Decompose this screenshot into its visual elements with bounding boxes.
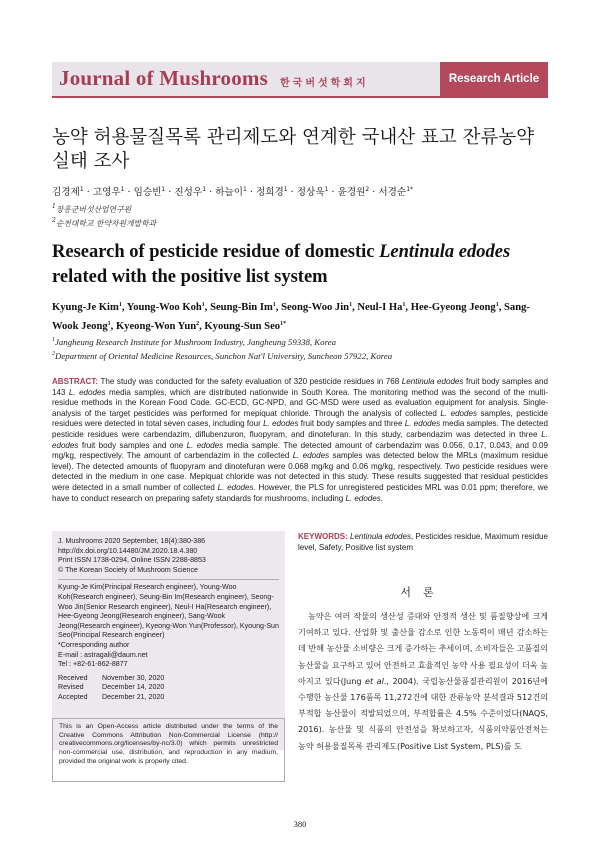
author-affiliation-mark: 1 [201,302,205,308]
author-separator: , [121,302,127,313]
author-separator: · [328,187,338,198]
affiliation-line: $^2$순천대학교 한약자원개발학과 [52,217,157,228]
corresponding-author: *Corresponding author [58,640,130,649]
author-name: 임승빈$^1$ [133,186,166,198]
article-type-badge: Research Article [440,62,548,96]
abstract: ABSTRACT: The study was conducted for the safety evaluation of 320 pesticide residues in 768 Lentinula edodes fruit body samples and 143 L. edodes media samples, which are distributed nationwide in South Korea. The monitoring method was the second of the multi-residue methods in the Korean Food Code. GC-ECD, GC-NPD, and GC-MSD were used as evaluation equipment for analysis. Single-analysis of the target pesticides was performed for mepiquat chloride. Through the analysis of collected L. edodes samples, pesticide residues were detected in total seven cases, including four L. edodes fruit body samples and three L. edodes media samples. The detected pesticide residues were carbendazim, diflubenzuron, fluopyram, and dinotefuran. In this study, carbendazim was detected in three L. edodes fruit body samples and one L. edodes media sample. The detected amount of carbendazim was 0.056, 0.17, 0.043, and 0.09 mg/kg, respectively. The amount of carbendazim in the collected L. edodes samples was detected below the MRLs (maximum residue level). The detected amounts of fluopyram and dinotefuran were 0.068 mg/kg and 0.06 mg/kg, respectively. Two pesticide residues were detected in the medium in one case. Mepiquat chloride was not detected in this study. These results suggested that residual pesticides were detected in a small number of collected L. edodes. However, the PLS for unregistered pesticides MRL was 0.01 ppm; therefore, we have to conduct research on preparing safety standards for mushrooms, including L. edodes. [52,377,548,503]
title-species-name: Lentinula edodes [379,242,511,262]
author-affiliation-mark: 1 [120,186,125,193]
author-affiliation-mark: 1 [283,186,288,193]
author-separator: · [165,187,175,198]
author-affiliation-mark: 1 [161,186,166,193]
author-affiliation-mark: 1 [118,302,122,308]
author-name: Seong-Woo Jin$^1$ [281,302,353,313]
citation: J. Mushrooms 2020 September, 18(4):380-386 [58,537,206,545]
issn: Print ISSN 1738-0294, Online ISSN 2288-8853 [58,556,206,565]
date-label: Revised [58,683,84,692]
author-name: Young-Woo Koh$^1$ [126,302,205,313]
author-name: 고영우$^1$ [92,186,125,198]
author-affiliation-mark: 2 [196,321,200,327]
date-value: November 30, 2020 [102,673,165,682]
keywords-label: KEYWORDS: [298,532,348,541]
author-name: Kyung-Je Kim$^1$ [52,302,122,313]
author-affiliation-mark: 1 [495,302,499,308]
author-separator: · [124,187,134,198]
author-name: Neul-I Ha$^1$ [357,302,406,313]
date-label: Accepted [58,692,88,701]
author-name: 서경순$^{1*}$ [378,186,414,198]
keywords: KEYWORDS: Lentinula edodes, Pesticides residue, Maximum residue level, Safety, Positive list system [298,532,548,552]
copyright: © The Korean Society of Mushroom Science [58,565,198,574]
author-separator: , [275,302,282,313]
author-affiliation-mark: 1 [324,186,329,193]
affiliation-line: $^2$Department of Oriental Medicine Resources, Sunchon Nat'l University, Suncheon 57922, Korea [52,351,393,361]
author-name: 진성우$^1$ [174,186,207,198]
affiliations-korean [52,201,156,229]
author-separator: · [83,187,93,198]
telephone: Tel : +82-61-862-8877 [58,660,128,669]
author-affiliation-mark: 1 [202,186,207,193]
doi-link[interactable]: http://dx.doi.org/10.14480/JM.2020.18.4.380 [58,546,198,555]
author-name: Seung-Bin Im$^1$ [210,302,276,313]
author-name: 윤경원$^2$ [337,186,370,198]
author-affiliation-mark: 1* [280,321,287,327]
authors-english [52,297,552,335]
affiliations-english [52,334,392,362]
author-name: Kyeong-Won Yun$^2$ [115,321,200,332]
date-row [58,693,279,703]
author-separator: , [204,302,211,313]
date-row [58,683,279,693]
abstract-label: ABSTRACT: [52,377,99,386]
author-affiliation-mark: 2 [365,186,370,193]
author-separator: , [405,302,411,313]
title-english [52,240,552,290]
author-affiliation-mark: 1 [402,302,406,308]
title-english-line-2: related with the positive list system [52,267,328,287]
author-separator: , [110,321,116,332]
author-roles: Kyung-Je Kim(Principal Research engineer), Young-Woo Koh(Research engineer), Seung-Bin Im(Research engineer), Seong-Woo Jin(Senior Research engineer), Neul-I Ha(Research engineer), Hee-Gyeong Jeong(Research engineer), Sang-Wook Jeong(Research engineer), Kyeong-Won Yun(Professor), Kyoung-Sun Seo(Principal Research engineer) [58,583,279,640]
affiliation-line: $^1$장흥군버섯산업연구원 [52,203,132,214]
title-korean [52,126,552,174]
license-box: This is an Open-Access article distributed under the terms of the Creative Commons Attribution Non-Commercial License (http:// creativecommons.org/licenses/by-nc/3.0) which permits unrestricted non-commercial use, distribution, and reproduction in any medium, provided the original work is properly cited. [52,718,285,782]
author-name: Hee-Gyeong Jeong$^1$ [410,302,499,313]
info-divider [58,579,279,580]
journal-name: Journal of Mushrooms [59,66,268,90]
date-value: December 21, 2020 [102,692,165,701]
article-dates [58,674,279,703]
email[interactable]: E-mail : astragali@daum.net [58,650,148,659]
date-value: December 14, 2020 [102,683,165,692]
author-affiliation-mark: 1 [107,321,111,327]
authors-korean [52,184,552,198]
page-number: 380 [293,819,307,829]
author-affiliation-mark: 1 [272,302,276,308]
introduction-heading: 서론 [400,586,446,599]
author-separator: · [369,187,379,198]
title-korean-line-1: 농약 허용물질목록 관리제도와 연계한 국내산 표고 잔류농약 [52,127,535,148]
author-affiliation-mark: 1 [243,186,247,193]
date-row [58,674,279,684]
author-separator: · [287,187,297,198]
author-affiliation-mark: 1 [79,186,84,193]
journal-banner [52,62,548,98]
author-name: Kyoung-Sun Seo$^{1*}$ [204,321,287,332]
author-name: Sang-Wook Jeong$^1$ [52,302,530,332]
title-english-line-1: Research of pesticide residue of domestic Lentinula edodes [52,242,511,262]
author-name: 김경제$^1$ [52,186,84,198]
author-name: 정희경$^1$ [255,186,288,198]
author-affiliation-mark: 1* [406,186,414,193]
date-label: Received [58,673,88,682]
author-separator: , [199,321,205,332]
title-korean-line-2: 실태 조사 [52,151,130,172]
author-separator: , [498,302,505,313]
affiliation-line: $^1$Jangheung Research Institute for Mushroom Industry, Jangheung 59338, Korea [52,337,336,347]
author-separator: · [246,187,256,198]
author-separator: , [352,302,358,313]
author-affiliation-mark: 1 [349,302,353,308]
journal-name-korean: 한국버섯학회지 [280,78,369,89]
author-separator: · [206,187,216,198]
author-name: 하늘이$^1$ [215,186,247,198]
author-name: 정상욱$^1$ [296,186,329,198]
introduction-body: 농약은 여러 작물의 생산성 증대와 안정적 생산 및 품질향상에 크게 기여하고 있다. 산업화 및 출산율 감소로 인한 노동력이 매년 감소하는데 반해 농산물 소비량은 크게 증가하는 추세이며, 소비자들은 고품질의 농산물을 요구하고 있어 안전하고 효율적인 농약 사용 필요성이 더욱 높아지고 있다(Jung et al., 2004). 국립농산물품질관리원이 2016년에 수행한 농산물 176품목 11,272건에 대한 잔류농약 분석결과 512건의 부적합 농산물이 적발되었으며, 부적합률은 4.5% 수준이었다(NAQS, 2016). 농산물 및 식품의 안전성을 확보하고자, 식품의약품안전처는 농약 허용물질목록 관리제도(Positive List System, PLS)를 도 [298,611,548,751]
